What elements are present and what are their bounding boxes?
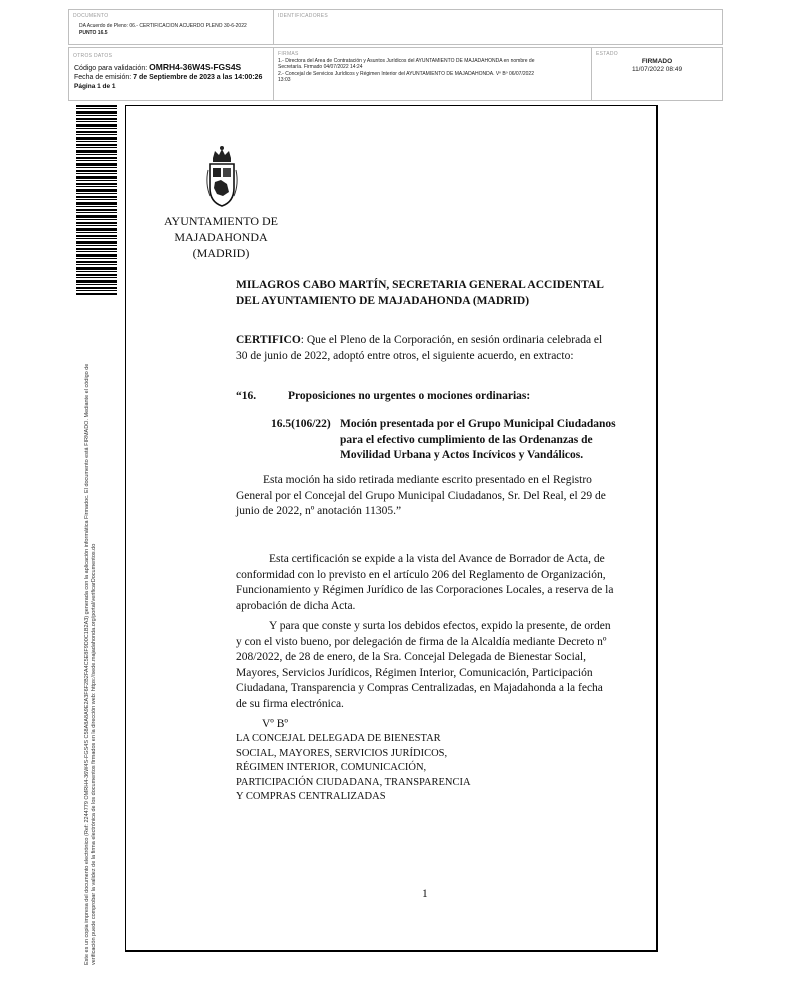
certificacion-paragraph xyxy=(236,552,618,614)
otros-datos-label: OTROS DATOS xyxy=(73,53,113,59)
firmas-label: FIRMAS xyxy=(278,51,299,57)
cert-line4: aprobación de dicha Acta. xyxy=(236,599,356,612)
codigo-value[interactable]: OMRH4-36W4S-FGS4S xyxy=(149,62,242,72)
item-heading xyxy=(271,417,621,464)
sidebar-line2[interactable]: verificación puede comprobar la validez de la firma electrónica de los documentos firmados en la dirección web: https://sede.majadahonda.org/portal/verificarDocumentos.do xyxy=(91,543,97,965)
header-identificadores-box xyxy=(273,9,723,45)
estado-date: 11/07/2022 08:49 xyxy=(631,66,683,73)
codigo-validacion xyxy=(74,63,241,73)
sig-line4: PARTICIPACIÓN CIUDADANA, TRANSPARENCIA xyxy=(236,776,471,788)
certifico-line1: : Que el Pleno de la Corporación, en sesión ordinaria celebrada el xyxy=(300,334,603,346)
item-line2: para el efectivo cumplimiento de las Ordenanzas de xyxy=(340,433,593,446)
sig-line2: SOCIAL, MAYORES, SERVICIOS JURÍDICOS, xyxy=(236,747,448,759)
const-line5: Ciudadana, Transparencia y Compras Centralizadas, en Majadahonda a la fecha xyxy=(236,682,603,694)
org-line1: AYUNTAMIENTO DE xyxy=(163,214,279,228)
point-number: “16. xyxy=(236,390,257,402)
cert-line2: conformidad con lo previsto en el artículo 206 del Reglamento de Organización, xyxy=(236,568,606,581)
sig-line3: RÉGIMEN INTERIOR, COMUNICACIÓN, xyxy=(236,762,427,773)
organization-name xyxy=(156,213,286,261)
firma2-line1: 2.- Concejal de Servicios Jurídicos y Régimen Interior del AYUNTAMIENTO DE MAJADAHONDA. Vº Bº 06/07/2022 xyxy=(278,71,534,77)
mocion-line3: junio de 2022, nº anotación 11305.” xyxy=(236,505,402,517)
documento-label: DOCUMENTO xyxy=(73,13,109,19)
firma1-line1: 1.- Directora del Area de Contratación y Asuntos Jurídicos del AYUNTAMIENTO DE MAJADAHONDA en nombre de xyxy=(278,58,535,64)
const-line2: y con el visto bueno, por delegación de firma de la Alcaldía mediante Decreto nº xyxy=(236,635,607,648)
mocion-line1: Esta moción ha sido retirada mediante escrito presentado en el Registro xyxy=(263,474,592,486)
codigo-label: Código para validación: xyxy=(74,65,148,72)
point-heading xyxy=(236,389,618,405)
sidebar-line1: Este es un copia impresa del documento electrónico (Ref: 2244779 OMRH4-36W4S-FGS4S C58A8A8A9E2A3F6F2B2FA4C5E8F9D0C1B2A3) generada con la aplicación informática Firmadoc. El documento está FIRMADO. Mediante el código de xyxy=(84,363,90,965)
const-line6: de su firma electrónica. xyxy=(236,697,344,710)
header-documento-box xyxy=(68,9,275,45)
fecha-emision xyxy=(74,73,262,82)
firma2-line2: 13:03 xyxy=(278,77,291,83)
coat-of-arms-icon xyxy=(204,144,240,208)
barcode xyxy=(76,105,117,295)
conste-paragraph xyxy=(236,619,618,712)
title-line2: DEL AYUNTAMIENTO DE MAJADAHONDA (MADRID) xyxy=(236,294,530,307)
pagina: Página 1 de 1 xyxy=(74,83,116,90)
sig-line5: Y COMPRAS CENTRALIZADAS xyxy=(236,791,386,802)
mocion-line2: General por el Concejal del Grupo Municipal Ciudadanos, Sr. Del Real, el 29 de xyxy=(236,489,606,502)
point-title: Proposiciones no urgentes o mociones ordinarias: xyxy=(288,390,531,402)
visto-bueno: Vº Bº xyxy=(262,718,288,730)
item-line3: Movilidad Urbana y Actos Incívicos y Vandálicos. xyxy=(340,449,584,461)
certifico-line2: 30 de junio de 2022, adoptó entre otros, el siguiente acuerdo, en extracto: xyxy=(236,349,574,362)
documento-line1: DA Acuerdo de Pleno: 06.- CERTIFICACION ACUERDO PLENO 30-6-2022 xyxy=(79,23,247,29)
firma1-line2: Secretaría. Firmado 04/07/2022 14:24 xyxy=(278,64,363,70)
header-firmas-box xyxy=(273,47,593,101)
identificadores-label: IDENTIFICADORES xyxy=(278,13,329,19)
header-otros-datos-box xyxy=(68,47,275,101)
cert-line1: Esta certificación se expide a la vista del Avance de Borrador de Acta, de xyxy=(269,553,605,565)
sig-line1: LA CONCEJAL DELEGADA DE BIENESTAR xyxy=(236,733,441,744)
fecha-label: Fecha de emisión: xyxy=(74,74,132,81)
document-title xyxy=(236,278,618,309)
certifico-paragraph xyxy=(236,333,618,364)
item-number: 16.5(106/22) xyxy=(271,418,331,430)
documento-line2: PUNTO 16.5 xyxy=(79,30,108,36)
const-line3: 208/2022, de 28 de enero, de la Sra. Concejal Delegada de Bienestar Social, xyxy=(236,651,586,663)
header-estado-box xyxy=(591,47,723,101)
document-page xyxy=(125,105,658,952)
org-line3: (MADRID) xyxy=(192,246,250,260)
const-line1: Y para que conste y surta los debidos efectos, expido la presente, de orden xyxy=(269,620,611,632)
estado-label: ESTADO xyxy=(596,51,618,57)
title-line1: MILAGROS CABO MARTÍN, SECRETARIA GENERAL ACCIDENTAL xyxy=(236,279,604,291)
signature-block xyxy=(236,732,536,805)
page-number: 1 xyxy=(422,888,428,900)
estado-value: FIRMADO xyxy=(641,58,673,65)
item-line1: Moción presentada por el Grupo Municipal Ciudadanos xyxy=(340,418,616,430)
certifico-label: CERTIFICO xyxy=(236,334,301,346)
const-line4: Mayores, Servicios Jurídicos, Régimen Interior, Comunicación, Participación xyxy=(236,666,593,679)
fecha-value: 7 de Septiembre de 2023 a las 14:00:26 xyxy=(133,74,263,81)
org-line2: MAJADAHONDA xyxy=(174,230,268,244)
mocion-paragraph xyxy=(236,473,618,520)
verification-sidebar-text xyxy=(84,285,98,965)
cert-line3: Funcionamiento y Régimen Jurídico de las Corporaciones Locales, a reserva de la xyxy=(236,584,614,596)
